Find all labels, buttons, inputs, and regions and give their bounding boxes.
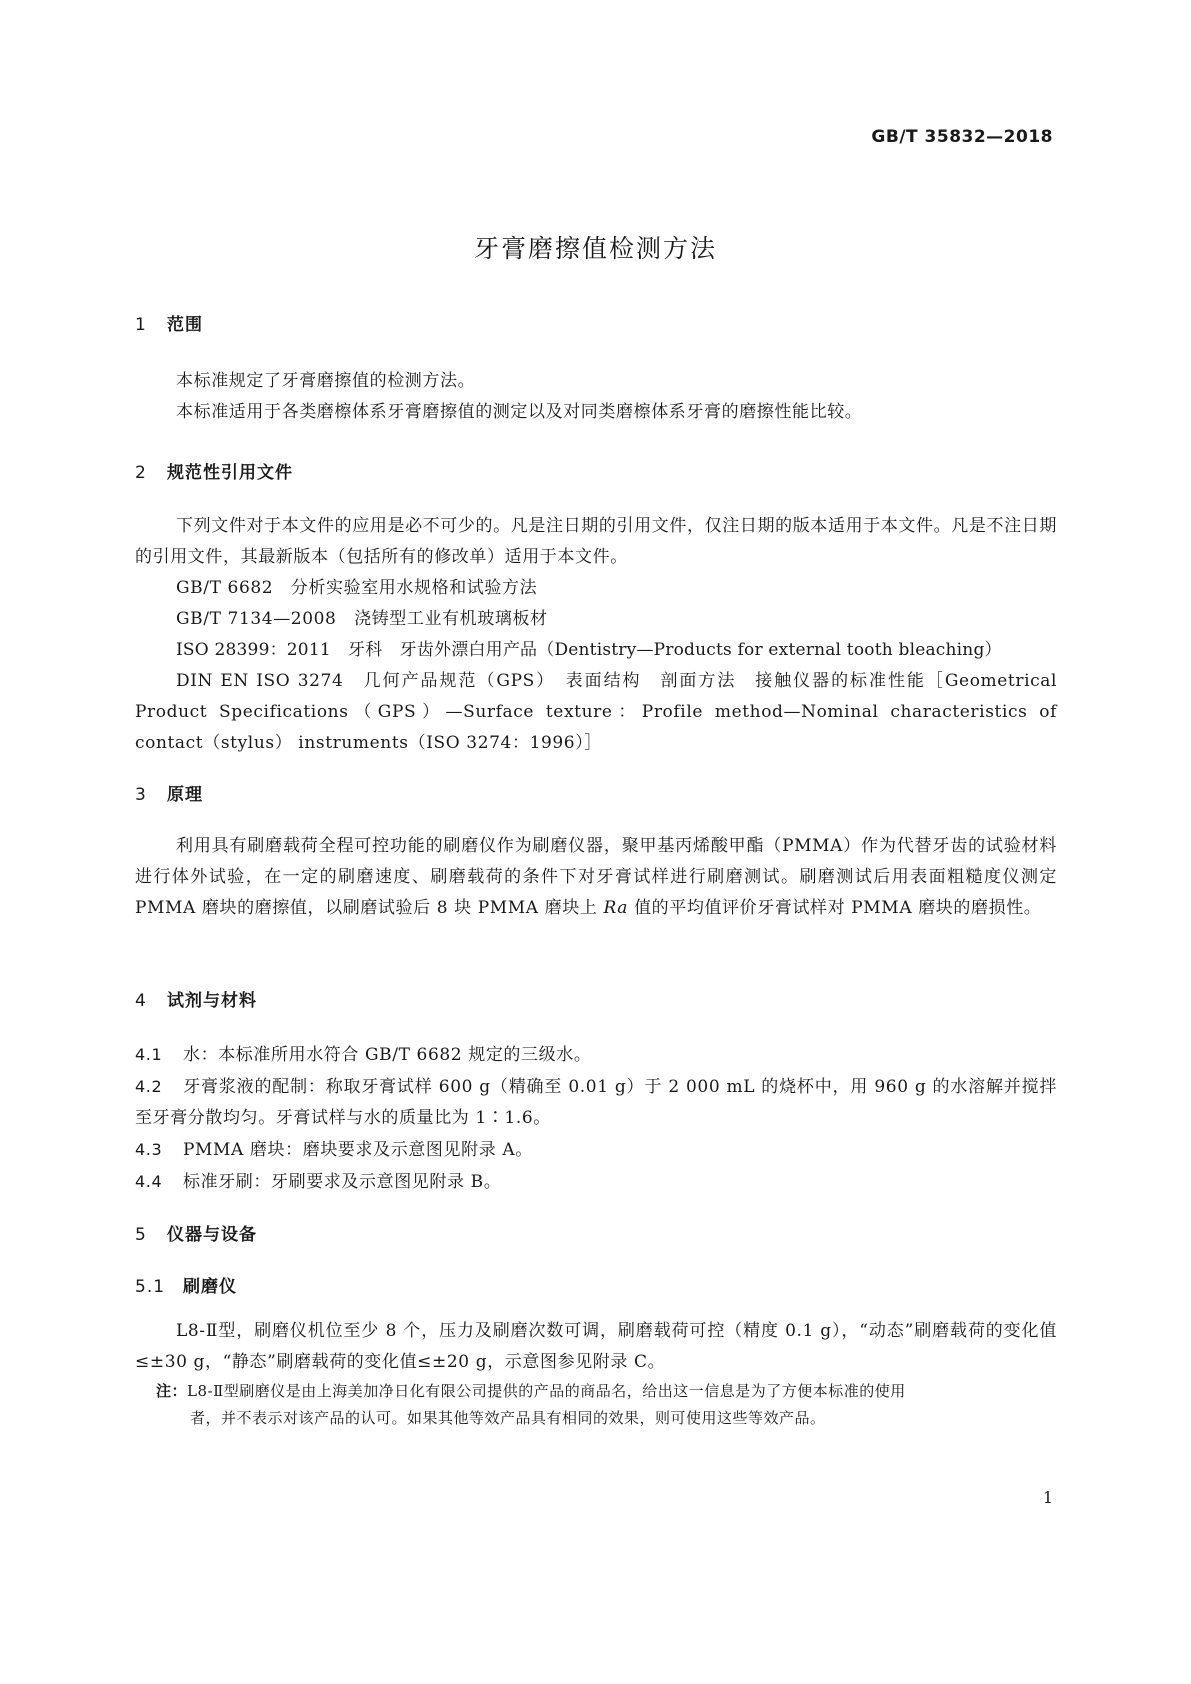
paragraph: 下列文件对于本文件的应用是必不可少的。凡是注日期的引用文件，仅注日期的版本适用于本文件。凡是不注日期的引用文件，其最新版本（包括所有的修改单）适用于本文件。	[135, 516, 1057, 567]
paragraph: L8-Ⅱ型，刷磨仪机位至少 8 个，压力及刷磨次数可调，刷磨载荷可控（精度 0.1 g），“动态”刷磨载荷的变化值≤±30 g，“静态”刷磨载荷的变化值≤±20 g，示意图参见附录 C。	[135, 1321, 1057, 1372]
section-title: 试剂与材料	[167, 991, 257, 1011]
section-heading-1	[135, 310, 203, 335]
section-heading-4	[135, 986, 257, 1011]
principle-text-a: 利用具有刷磨载荷全程可控功能的刷磨仪作为刷磨仪器，聚甲基丙烯酸甲酯（PMMA）作为代替牙齿的试验材料进行体外试验，在一定的刷磨速度、刷磨载荷的条件下对牙膏试样进行刷磨测试。刷磨测试后用表面粗糙度仪测定 PMMA 磨块的磨擦值，以刷磨试验后 8 块 PMMA 磨块上	[135, 836, 1057, 918]
section-5-1-body	[135, 1316, 1057, 1378]
section-title: 规范性引用文件	[167, 463, 293, 483]
section-number: 4	[135, 991, 147, 1011]
paragraph: 本标准适用于各类磨檫体系牙膏磨擦值的测定以及对同类磨檫体系牙膏的磨擦性能比较。	[176, 402, 863, 422]
note-line	[156, 1378, 1057, 1405]
section-heading-5	[135, 1220, 257, 1245]
item-number: 4.2	[135, 1077, 163, 1096]
item-text: 水：本标准所用水符合 GB/T 6682 规定的三级水。	[183, 1045, 592, 1065]
section-number: 5	[135, 1225, 147, 1245]
note-line: 者，并不表示对该产品的认可。如果其他等效产品具有相同的效果，则可使用这些等效产品。	[190, 1409, 826, 1427]
item-text: 牙膏浆液的配制：称取牙膏试样 600 g（精确至 0.01 g）于 2 000 mL 的烧杯中，用 960 g 的水溶解并搅拌至牙膏分散均匀。牙膏试样与水的质量比为 1∶1.6。	[135, 1077, 1057, 1128]
section-title: 原理	[167, 785, 203, 805]
note-label: 注：	[156, 1382, 188, 1400]
document-title: 牙膏磨擦值检测方法	[473, 234, 717, 263]
item-text: PMMA 磨块：磨块要求及示意图见附录 A。	[183, 1140, 533, 1160]
section-heading-3	[135, 780, 203, 805]
paragraph: 本标准规定了牙膏磨擦值的检测方法。	[176, 371, 476, 391]
subsection-number: 5.1	[135, 1277, 166, 1297]
item-text: 标准牙刷：牙刷要求及示意图见附录 B。	[183, 1172, 502, 1192]
section-title: 仪器与设备	[167, 1225, 257, 1245]
subsection-title: 刷磨仪	[183, 1277, 237, 1297]
page-number: 1	[1042, 1488, 1053, 1507]
section-2-body	[135, 511, 1057, 759]
section-title: 范围	[167, 315, 203, 335]
list-item	[135, 1071, 1057, 1134]
reference-item: DIN EN ISO 3274 几何产品规范（GPS） 表面结构 剖面方法 接触仪器的标准性能［Geometrical Product Specifications（GPS）—Surface texture：Profile method—Nominal characteristics of contact（stylus） instruments（ISO 3274：1996）］	[135, 671, 1057, 753]
reference-item: ISO 28399：2011 牙科 牙齿外漂白用产品（Dentistry—Products for external tooth bleaching）	[176, 640, 1002, 660]
principle-text-b: 值的平均值评价牙膏试样对 PMMA 磨块的磨损性。	[634, 898, 1042, 918]
list-item	[135, 1134, 1057, 1166]
ra-symbol: Ra	[603, 898, 629, 918]
section-3-body	[135, 831, 1057, 924]
standard-number: GB/T 35832—2018	[871, 127, 1053, 147]
item-number: 4.3	[135, 1140, 163, 1159]
section-1-body	[135, 366, 1057, 428]
note-text: L8-Ⅱ型刷磨仪是由上海美加净日化有限公司提供的产品的商品名，给出这一信息是为了方便本标准的使用	[187, 1382, 906, 1400]
section-number: 3	[135, 785, 147, 805]
list-item	[135, 1166, 1057, 1198]
reference-item: GB/T 6682 分析实验室用水规格和试验方法	[176, 578, 538, 598]
item-number: 4.4	[135, 1172, 163, 1191]
subsection-heading-5-1	[135, 1272, 237, 1297]
reference-item: GB/T 7134—2008 浇铸型工业有机玻璃板材	[176, 609, 548, 629]
section-number: 1	[135, 315, 147, 335]
list-item	[135, 1039, 1057, 1071]
section-4-body	[135, 1039, 1057, 1198]
section-number: 2	[135, 463, 147, 483]
item-number: 4.1	[135, 1045, 163, 1064]
paragraph	[135, 831, 1057, 924]
section-heading-2	[135, 458, 293, 483]
note	[156, 1378, 1057, 1432]
